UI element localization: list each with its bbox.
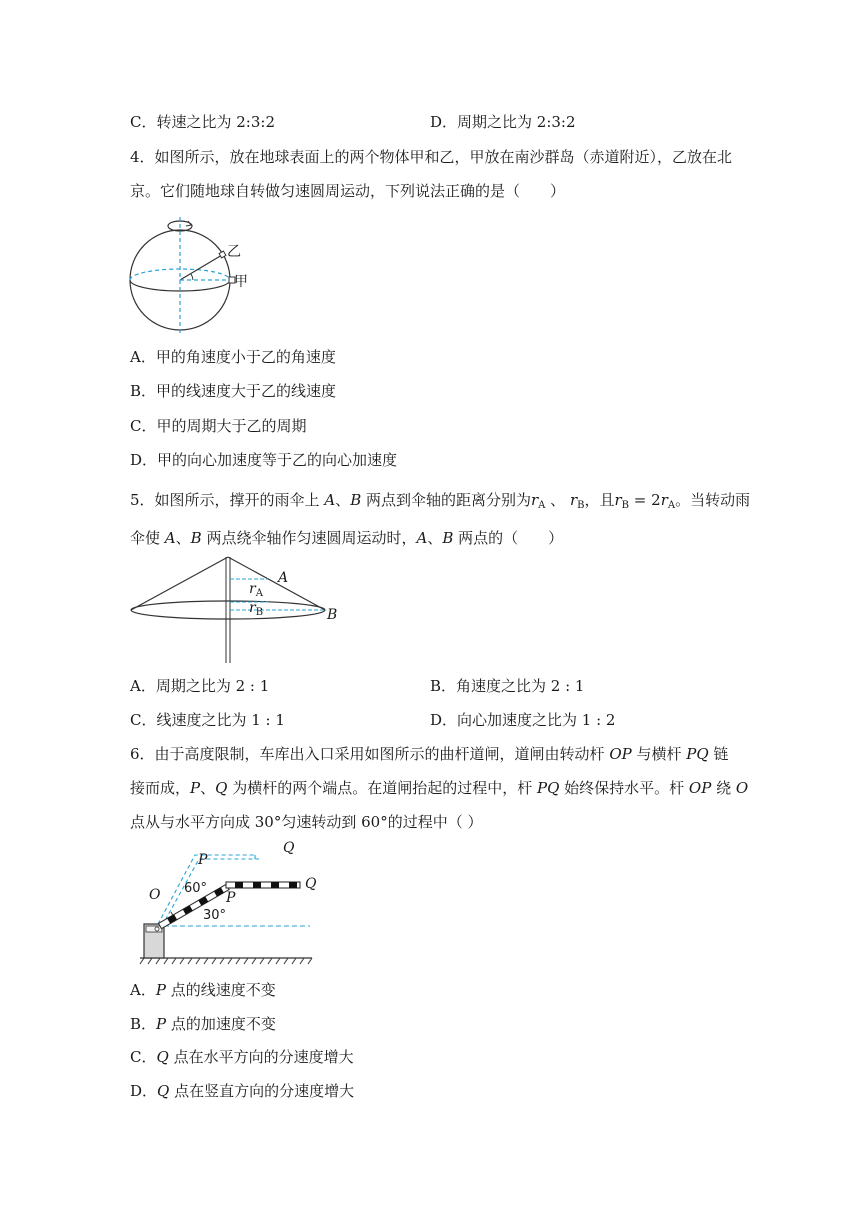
fig-label-q: Q (305, 876, 317, 892)
q5-stem-line-1: 5．如图所示，撑开的雨伞上 A、B 两点到伞轴的距离分别为$r_A$ 、 $r_B$，且$r_B = 2r_A$。当转动雨 (130, 491, 751, 511)
q6-stem-line-1: 6．由于高度限制，车库出入口采用如图所示的曲杆道闸，道闸由转动杆 OP 与横杆 PQ 链 (130, 745, 729, 763)
q6-stem-line-3: 点从与水平方向成 30°匀速转动到 60°的过程中（ ） (130, 813, 483, 831)
q4-stem-line-1: 4．如图所示，放在地球表面上的两个物体甲和乙，甲放在南沙群岛（赤道附近），乙放在北 (130, 148, 733, 166)
q5-option-d: D．向心加速度之比为 1 : 2 (430, 711, 616, 729)
q5-stem-line-2: 伞使 A、B 两点绕伞轴作匀速圆周运动时，A、B 两点的（ ） (130, 529, 564, 547)
fig-label-a: A (278, 570, 289, 586)
q6-option-c: C．Q 点在水平方向的分速度增大 (130, 1048, 354, 1066)
q5-option-a: A．周期之比为 2 : 1 (130, 677, 270, 695)
q4-option-a: A．甲的角速度小于乙的角速度 (130, 348, 336, 366)
fig-label-p: P (226, 890, 236, 906)
q5-option-b: B．角速度之比为 2 : 1 (430, 677, 585, 695)
fig-label-60: 60° (184, 881, 208, 896)
fig-label-ra: $r_A$ (249, 581, 263, 599)
fig-label-30: 30° (203, 908, 227, 923)
umbrella-figure (128, 555, 348, 667)
q4-option-b: B．甲的线速度大于乙的线速度 (130, 382, 337, 400)
fig-label-p-top: P (198, 852, 208, 868)
fig-label-o: O (149, 887, 161, 903)
fig-label-q-top: Q (283, 840, 295, 856)
fig-label-rb: $r_B$ (249, 600, 264, 618)
q4-stem-line-2: 京。它们随地球自转做匀速圆周运动，下列说法正确的是（ ） (130, 182, 566, 200)
q6-option-d: D．Q 点在竖直方向的分速度增大 (130, 1082, 355, 1100)
q4-option-d: D．甲的向心加速度等于乙的向心加速度 (130, 451, 398, 469)
q5-option-c: C．线速度之比为 1 : 1 (130, 711, 285, 729)
fig-label-b: B (327, 607, 338, 623)
q6-option-a: A．P 点的线速度不变 (130, 981, 276, 999)
q3-option-d: D．周期之比为 2:3:2 (430, 113, 576, 131)
fig-label-jia: 甲 (234, 274, 248, 290)
q6-option-b: B．P 点的加速度不变 (130, 1015, 276, 1033)
q4-option-c: C．甲的周期大于乙的周期 (130, 417, 307, 435)
q6-stem-line-2: 接而成，P、Q 为横杆的两个端点。在道闸抬起的过程中，杆 PQ 始终保持水平。杆 OP 绕 O (130, 779, 749, 797)
q3-option-c: C．转速之比为 2:3:2 (130, 113, 275, 131)
fig-label-yi: 乙 (227, 244, 241, 260)
